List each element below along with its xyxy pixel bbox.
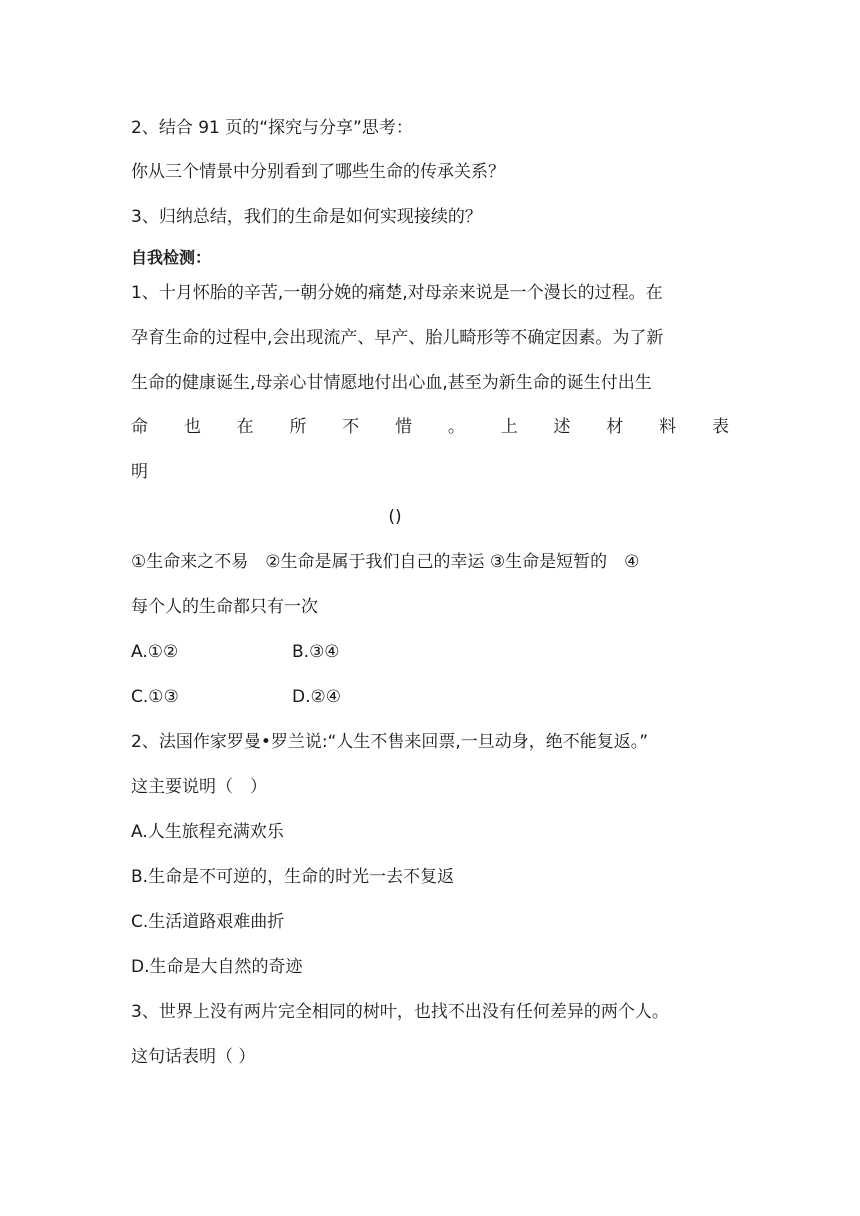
char: 也 <box>183 417 201 437</box>
item2-option-a: A.人生旅程充满欢乐 <box>131 822 284 842</box>
option-c: C.①③ <box>131 687 179 707</box>
char: 材 <box>606 417 624 437</box>
option-a: A.①② <box>131 642 179 662</box>
q2-text: 你从三个情景中分别看到了哪些生命的传承关系？ <box>131 162 505 182</box>
char: 所 <box>289 417 307 437</box>
char: 惜 <box>395 417 413 437</box>
char: 上 <box>500 417 518 437</box>
item2-option-d: D.生命是大自然的奇迹 <box>131 957 303 977</box>
item1-line1: 1、十月怀胎的辛苦,一朝分娩的痛楚,对母亲来说是一个漫长的过程。在 <box>131 283 663 303</box>
answer-bracket: () <box>388 507 402 527</box>
char: 不 <box>342 417 360 437</box>
item1-line3: 生命的健康诞生,母亲心甘情愿地付出心血,甚至为新生命的诞生付出生 <box>131 373 652 393</box>
item1-options-ab <box>131 640 340 664</box>
char: 料 <box>659 417 677 437</box>
char: 。 <box>447 417 465 437</box>
item1-line5: 明 <box>131 462 148 482</box>
item1-statements-2: 每个人的生命都只有一次 <box>131 597 318 617</box>
q3-text: 3、归纳总结，我们的生命是如何实现接续的？ <box>131 207 482 227</box>
item2-line2: 这主要说明（ ） <box>131 777 267 797</box>
item2-line1: 2、法国作家罗曼•罗兰说:“人生不售来回票,一旦动身，绝不能复返。” <box>131 732 649 752</box>
item3-line2: 这句话表明（ ） <box>131 1047 256 1067</box>
item1-options-cd <box>131 685 341 709</box>
item1-line2: 孕育生命的过程中,会出现流产、早产、胎儿畸形等不确定因素。为了新 <box>131 328 664 348</box>
q2-title: 2、结合 91 页的“探究与分享”思考： <box>131 118 413 138</box>
char: 命 <box>131 417 148 437</box>
item1-statements-1: ①生命来之不易 ②生命是属于我们自己的幸运 ③生命是短暂的 ④ <box>131 552 640 572</box>
item1-line4 <box>131 415 729 439</box>
item2-option-c: C.生活道路艰难曲折 <box>131 912 285 932</box>
item2-option-b: B.生命是不可逆的，生命的时光一去不复返 <box>131 867 455 887</box>
char: 述 <box>553 417 571 437</box>
char: 表 <box>711 417 729 437</box>
char: 在 <box>236 417 254 437</box>
self-test-heading: 自我检测： <box>131 248 212 267</box>
option-b: B.③④ <box>292 642 340 662</box>
option-d: D.②④ <box>292 687 341 707</box>
item3-line1: 3、世界上没有两片完全相同的树叶，也找不出没有任何差异的两个人。 <box>131 1002 669 1022</box>
